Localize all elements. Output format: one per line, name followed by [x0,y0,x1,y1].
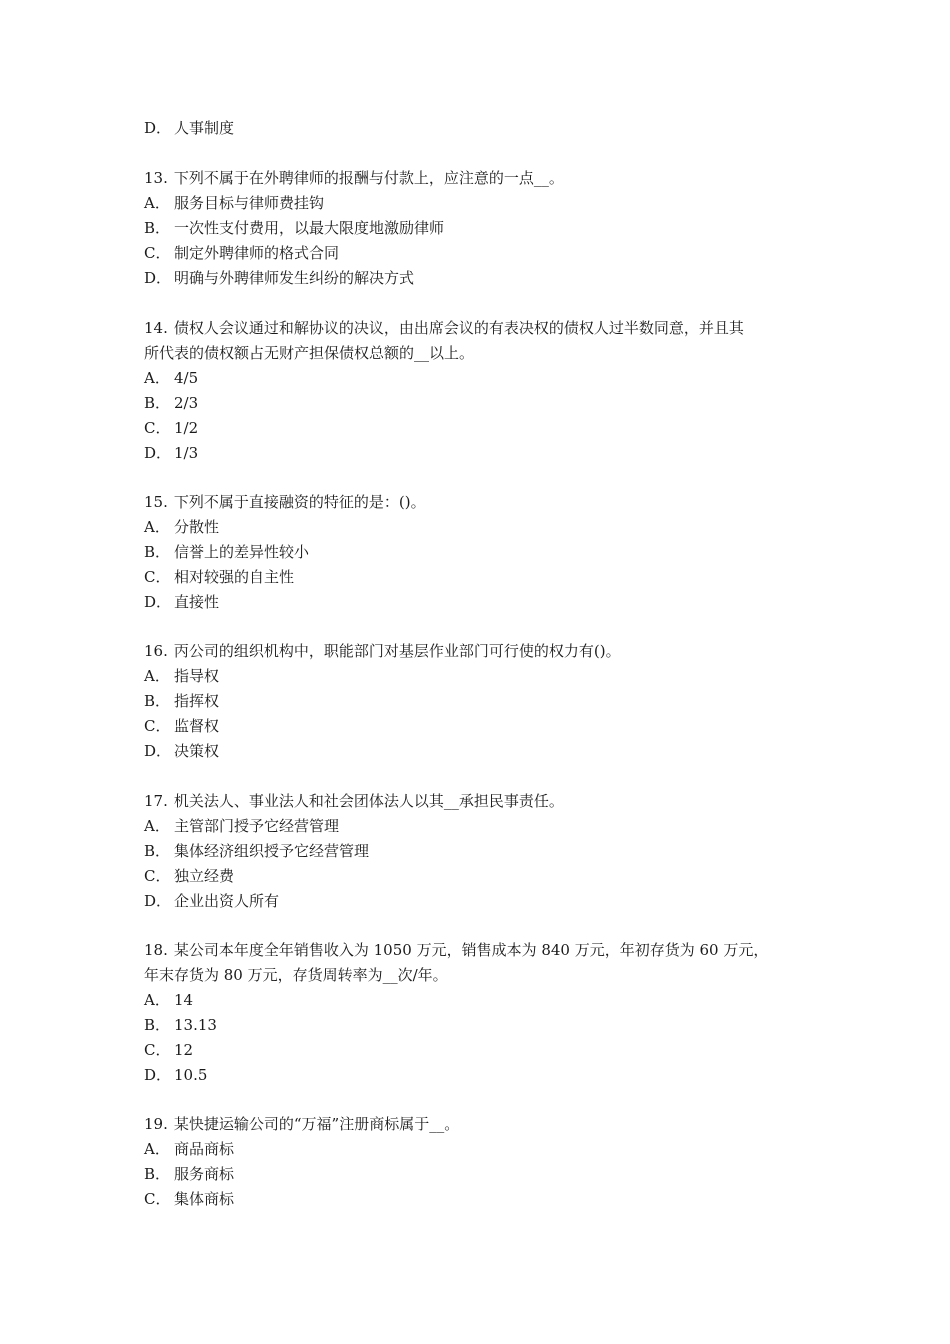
option-text: 主管部门授予它经营管理 [174,817,340,835]
question-15-option-a [144,517,219,537]
question-text: 丙公司的组织机构中，职能部门对基层作业部门可行使的权力有()。 [173,642,621,660]
question-19-stem [144,1114,459,1134]
question-number: 16. [144,642,168,660]
question-text: 所代表的债权额占无财产担保债权总额的__以上。 [144,344,475,362]
option-letter: B． [144,692,171,710]
question-text: 某公司本年度全年销售收入为 1050 万元，销售成本为 840 万元，年初存货为 60 万元， [173,941,769,959]
option-letter: A． [144,1140,170,1158]
option-letter: D． [144,444,172,462]
option-letter: D． [144,119,172,137]
option-letter: A． [144,369,170,387]
option-text: 明确与外聘律师发生纠纷的解决方式 [174,269,415,287]
question-17-stem [144,791,564,811]
question-15-option-d [144,592,219,612]
question-13-stem [144,168,564,188]
question-16-option-b [144,691,219,711]
option-text: 12 [174,1041,194,1059]
option-letter: B． [144,543,171,561]
question-text: 机关法人、事业法人和社会团体法人以其__承担民事责任。 [173,792,564,810]
question-18-stem-continued [144,965,448,985]
question-16-stem [144,641,621,661]
option-text: 人事制度 [174,119,235,137]
question-15-option-c [144,567,294,587]
option-text: 13.13 [174,1016,217,1034]
question-text: 债权人会议通过和解协议的决议，由出席会议的有表决权的债权人过半数同意，并且其 [173,319,744,337]
question-18-stem [144,940,768,960]
option-text: 相对较强的自主性 [174,568,295,586]
question-13-option-d [144,268,414,288]
option-text: 1/3 [174,444,199,462]
question-text: 下列不属于直接融资的特征的是：()。 [173,493,426,511]
option-letter: D． [144,1066,172,1084]
question-17-option-d [144,891,279,911]
option-letter: B． [144,1016,171,1034]
option-text: 14 [174,991,194,1009]
option-text: 制定外聘律师的格式合同 [174,244,340,262]
question-14-stem-continued [144,343,474,363]
question-text: 年末存货为 80 万元，存货周转率为__次/年。 [144,966,448,984]
option-letter: A． [144,667,170,685]
option-letter: C． [144,1041,171,1059]
question-19-option-c [144,1189,234,1209]
option-text: 信誉上的差异性较小 [174,543,310,561]
question-17-option-a [144,816,339,836]
question-16-option-a [144,666,219,686]
option-text: 1/2 [174,419,199,437]
option-text: 指导权 [174,667,220,685]
question-13-option-a [144,193,324,213]
option-text: 4/5 [174,369,199,387]
question-17-option-c [144,866,234,886]
option-text: 商品商标 [174,1140,235,1158]
option-text: 集体商标 [174,1190,235,1208]
question-15-option-b [144,542,309,562]
option-letter: A． [144,991,170,1009]
question-text: 某快捷运输公司的“万福”注册商标属于__。 [173,1115,460,1133]
option-letter: C． [144,867,171,885]
question-16-option-d [144,741,219,761]
option-text: 分散性 [174,518,220,536]
option-text: 独立经费 [174,867,235,885]
option-letter: B． [144,394,171,412]
question-text: 下列不属于在外聘律师的报酬与付款上，应注意的一点__。 [173,169,564,187]
option-d-previous [144,118,234,138]
option-letter: A． [144,518,170,536]
question-13-option-c [144,243,339,263]
question-13-option-b [144,218,444,238]
question-16-option-c [144,716,219,736]
question-number: 14. [144,319,168,337]
option-letter: C． [144,419,171,437]
option-letter: C． [144,244,171,262]
option-text: 2/3 [174,394,199,412]
question-18-option-a [144,990,193,1010]
option-text: 监督权 [174,717,220,735]
question-17-option-b [144,841,369,861]
option-letter: C． [144,1190,171,1208]
question-14-stem [144,318,744,338]
question-19-option-a [144,1139,234,1159]
option-text: 服务商标 [174,1165,235,1183]
option-text: 指挥权 [174,692,220,710]
option-letter: C． [144,717,171,735]
option-text: 一次性支付费用，以最大限度地激励律师 [174,219,445,237]
option-text: 10.5 [174,1066,208,1084]
option-letter: C． [144,568,171,586]
question-14-option-d [144,443,198,463]
option-text: 集体经济组织授予它经营管理 [174,842,370,860]
option-letter: B． [144,842,171,860]
option-text: 决策权 [174,742,220,760]
question-number: 15. [144,493,168,511]
question-number: 18. [144,941,168,959]
option-letter: B． [144,1165,171,1183]
option-letter: A． [144,817,170,835]
question-14-option-c [144,418,198,438]
option-letter: D． [144,892,172,910]
option-letter: D． [144,593,172,611]
option-text: 服务目标与律师费挂钩 [174,194,325,212]
option-text: 直接性 [174,593,220,611]
question-number: 17. [144,792,168,810]
option-letter: D． [144,742,172,760]
option-text: 企业出资人所有 [174,892,280,910]
question-19-option-b [144,1164,234,1184]
question-15-stem [144,492,426,512]
option-letter: A． [144,194,170,212]
question-number: 19. [144,1115,168,1133]
question-14-option-b [144,393,198,413]
question-18-option-c [144,1040,193,1060]
question-14-option-a [144,368,198,388]
question-18-option-d [144,1065,207,1085]
option-letter: B． [144,219,171,237]
question-18-option-b [144,1015,217,1035]
question-number: 13. [144,169,168,187]
option-letter: D． [144,269,172,287]
